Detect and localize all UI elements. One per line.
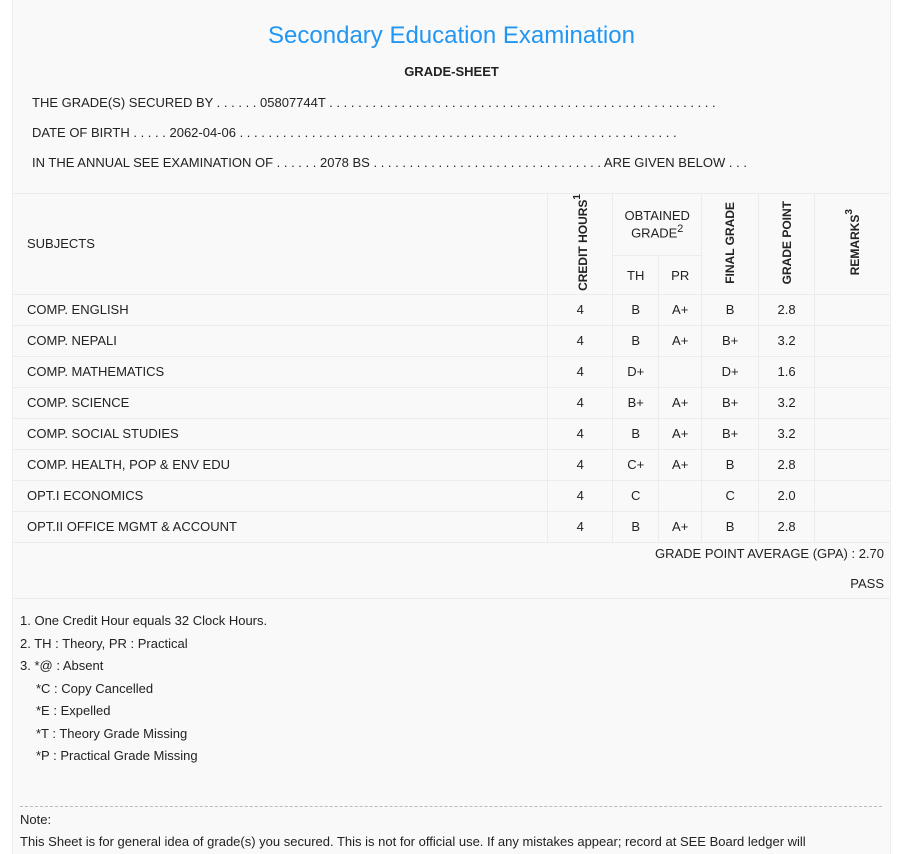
grades-table: [13, 193, 890, 543]
cell-subject: COMP. SOCIAL STUDIES: [13, 418, 548, 449]
cell-th: B: [613, 418, 659, 449]
cell-pr: A+: [659, 418, 702, 449]
cell-subject: COMP. SCIENCE: [13, 387, 548, 418]
cell-th: D+: [613, 356, 659, 387]
gpa: GRADE POINT AVERAGE (GPA) : 2.70: [654, 546, 884, 561]
cell-gp: 3.2: [759, 418, 815, 449]
footnote: *P : Practical Grade Missing: [36, 748, 198, 763]
cell-remarks: [815, 294, 890, 325]
cell-remarks: [815, 480, 890, 511]
table-row: [13, 325, 890, 356]
cell-final: B+: [702, 325, 759, 356]
cell-gp: 1.6: [759, 356, 815, 387]
table-row: [13, 480, 890, 511]
cell-credit: 4: [548, 387, 613, 418]
header-pr: PR: [659, 256, 702, 295]
cell-final: B: [702, 511, 759, 542]
cell-pr: [659, 480, 702, 511]
exam-line: IN THE ANNUAL SEE EXAMINATION OF . . . . . . 2078 BS . . . . . . . . . . . . . . . . . . . . . . . . . . . . . . . . ARE GIVEN BELOW . . .: [32, 155, 747, 170]
page-title: Secondary Education Examination: [268, 22, 635, 49]
footnote: *E : Expelled: [36, 703, 111, 718]
cell-remarks: [815, 418, 890, 449]
header-obtained-grade: OBTAINED GRADE$^2$: [613, 194, 702, 256]
footnotes: [20, 610, 267, 768]
grade-sheet-panel: [12, 0, 891, 854]
cell-th: B: [613, 325, 659, 356]
cell-subject: COMP. NEPALI: [13, 325, 548, 356]
table-row: [13, 294, 890, 325]
cell-subject: COMP. HEALTH, POP & ENV EDU: [13, 449, 548, 480]
cell-remarks: [815, 387, 890, 418]
table-row: [13, 449, 890, 480]
grade-sheet-heading: GRADE-SHEET: [404, 64, 499, 79]
cell-subject: COMP. MATHEMATICS: [13, 356, 548, 387]
header-credit-hours: CREDIT HOURS$^1$: [548, 194, 613, 295]
table-row: [13, 511, 890, 542]
divider: [13, 598, 890, 599]
secured-by-line: THE GRADE(S) SECURED BY . . . . . . 05807744T . . . . . . . . . . . . . . . . . . . . . . . . . . . . . . . . . . . . . . . . . . . . . . . . . . . . . .: [32, 95, 716, 110]
header-final-grade: FINAL GRADE: [702, 194, 759, 295]
cell-subject: OPT.II OFFICE MGMT & ACCOUNT: [13, 511, 548, 542]
cell-th: C: [613, 480, 659, 511]
cell-credit: 4: [548, 325, 613, 356]
table-row: [13, 418, 890, 449]
header-subjects: SUBJECTS: [13, 194, 548, 295]
cell-final: B: [702, 449, 759, 480]
result-status: PASS: [850, 576, 884, 591]
cell-credit: 4: [548, 449, 613, 480]
table-row: [13, 356, 890, 387]
cell-remarks: [815, 449, 890, 480]
cell-gp: 2.8: [759, 511, 815, 542]
cell-credit: 4: [548, 294, 613, 325]
cell-credit: 4: [548, 511, 613, 542]
cell-remarks: [815, 356, 890, 387]
cell-gp: 3.2: [759, 387, 815, 418]
cell-th: C+: [613, 449, 659, 480]
cell-final: D+: [702, 356, 759, 387]
header-th: TH: [613, 256, 659, 295]
cell-final: B+: [702, 387, 759, 418]
cell-pr: A+: [659, 325, 702, 356]
dob-line: DATE OF BIRTH . . . . . 2062-04-06 . . . . . . . . . . . . . . . . . . . . . . . . . . . . . . . . . . . . . . . . . . . . . . . . . . . . . . . . . . . . .: [32, 125, 677, 140]
footnote: 3. *@ : Absent: [20, 658, 104, 673]
cell-gp: 2.8: [759, 449, 815, 480]
cell-final: C: [702, 480, 759, 511]
cell-pr: A+: [659, 294, 702, 325]
cell-subject: OPT.I ECONOMICS: [13, 480, 548, 511]
footnote: 2. TH : Theory, PR : Practical: [20, 635, 188, 651]
cell-gp: 3.2: [759, 325, 815, 356]
note-text: This Sheet is for general idea of grade(s) you secured. This is not for official use. If any mistakes appear; record at SEE Board ledger will: [20, 834, 806, 849]
cell-credit: 4: [548, 356, 613, 387]
cell-credit: 4: [548, 418, 613, 449]
cell-pr: A+: [659, 449, 702, 480]
dashed-divider: [20, 806, 882, 807]
cell-final: B+: [702, 418, 759, 449]
cell-th: B: [613, 294, 659, 325]
cell-credit: 4: [548, 480, 613, 511]
header-remarks: REMARKS$^3$: [815, 194, 890, 295]
table-row: [13, 387, 890, 418]
cell-final: B: [702, 294, 759, 325]
cell-pr: A+: [659, 511, 702, 542]
footnote: *C : Copy Cancelled: [36, 680, 154, 696]
cell-remarks: [815, 325, 890, 356]
cell-th: B+: [613, 387, 659, 418]
footnote: *T : Theory Grade Missing: [36, 725, 188, 741]
cell-remarks: [815, 511, 890, 542]
header-grade-point: GRADE POINT: [759, 194, 815, 295]
cell-gp: 2.0: [759, 480, 815, 511]
cell-subject: COMP. ENGLISH: [13, 294, 548, 325]
cell-th: B: [613, 511, 659, 542]
cell-pr: [659, 356, 702, 387]
footnote: 1. One Credit Hour equals 32 Clock Hours.: [20, 613, 268, 628]
cell-gp: 2.8: [759, 294, 815, 325]
cell-pr: A+: [659, 387, 702, 418]
note-heading: Note:: [20, 812, 52, 827]
